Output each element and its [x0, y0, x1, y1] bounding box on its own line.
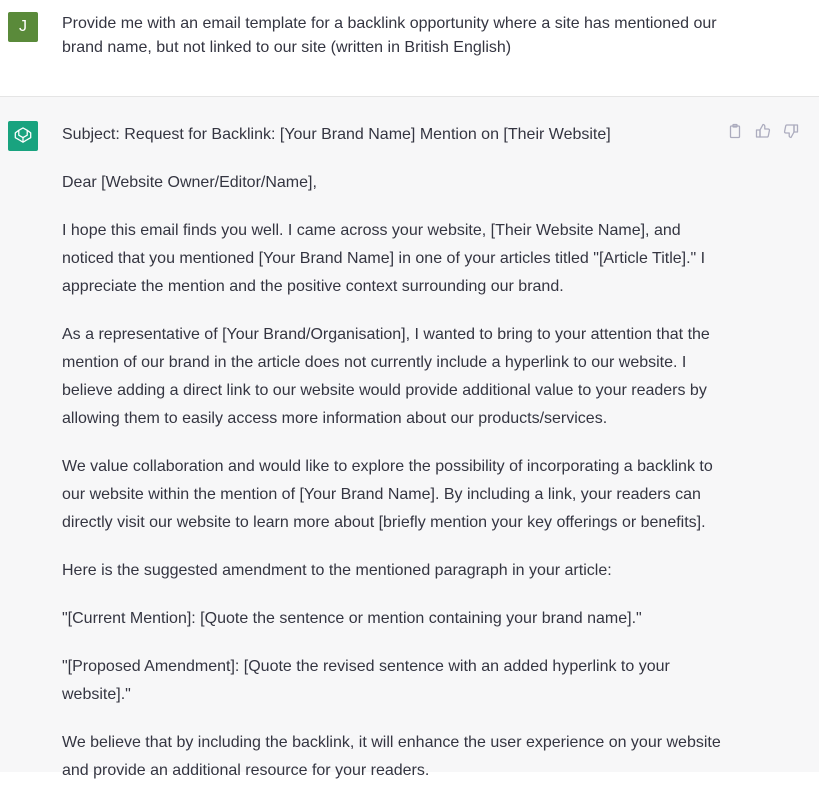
message-actions [727, 123, 799, 139]
copy-icon[interactable] [727, 123, 743, 139]
user-message-row [0, 0, 819, 97]
email-quote: "[Current Mention]: [Quote the sentence or mention containing your brand name]." [62, 610, 642, 627]
email-greeting: Dear [Website Owner/Editor/Name], [62, 174, 317, 191]
assistant-message-text [62, 121, 722, 805]
email-quote: "[Proposed Amendment]: [Quote the revised sentence with an added hyperlink to your website]." [62, 658, 670, 703]
email-paragraph: Here is the suggested amendment to the mentioned paragraph in your article: [62, 562, 612, 579]
thumbs-down-icon[interactable] [783, 123, 799, 139]
email-paragraph: I hope this email finds you well. I came across your website, [Their Website Name], and noticed that you mentioned [Your Brand Name] in one of your articles titled "[Article Title]." I appreciate the mention and the positive context surrounding our brand. [62, 222, 706, 295]
thumbs-up-icon[interactable] [755, 123, 771, 139]
email-paragraph: We believe that by including the backlink, it will enhance the user experience on your website and provide an additional resource for your readers. [62, 734, 721, 779]
user-avatar: J [8, 12, 38, 42]
assistant-message-row [0, 97, 819, 779]
user-message-text: Provide me with an email template for a backlink opportunity where a site has mentioned our brand name, but not linked to our site (written in British English) [62, 15, 717, 56]
email-subject: Subject: Request for Backlink: [Your Brand Name] Mention on [Their Website] [62, 126, 611, 143]
email-paragraph: We value collaboration and would like to explore the possibility of incorporating a backlink to our website within the mention of [Your Brand Name]. By including a link, your readers can directly visit our website to learn more about [briefly mention your key offerings or benefits]. [62, 458, 713, 531]
chatgpt-logo-icon [8, 121, 38, 151]
email-paragraph: As a representative of [Your Brand/Organisation], I wanted to bring to your attention that the mention of our brand in the article does not currently include a hyperlink to our website. I believe adding a direct link to our website would provide additional value to your readers by allowing them to easily access more information about our products/services. [62, 326, 710, 427]
